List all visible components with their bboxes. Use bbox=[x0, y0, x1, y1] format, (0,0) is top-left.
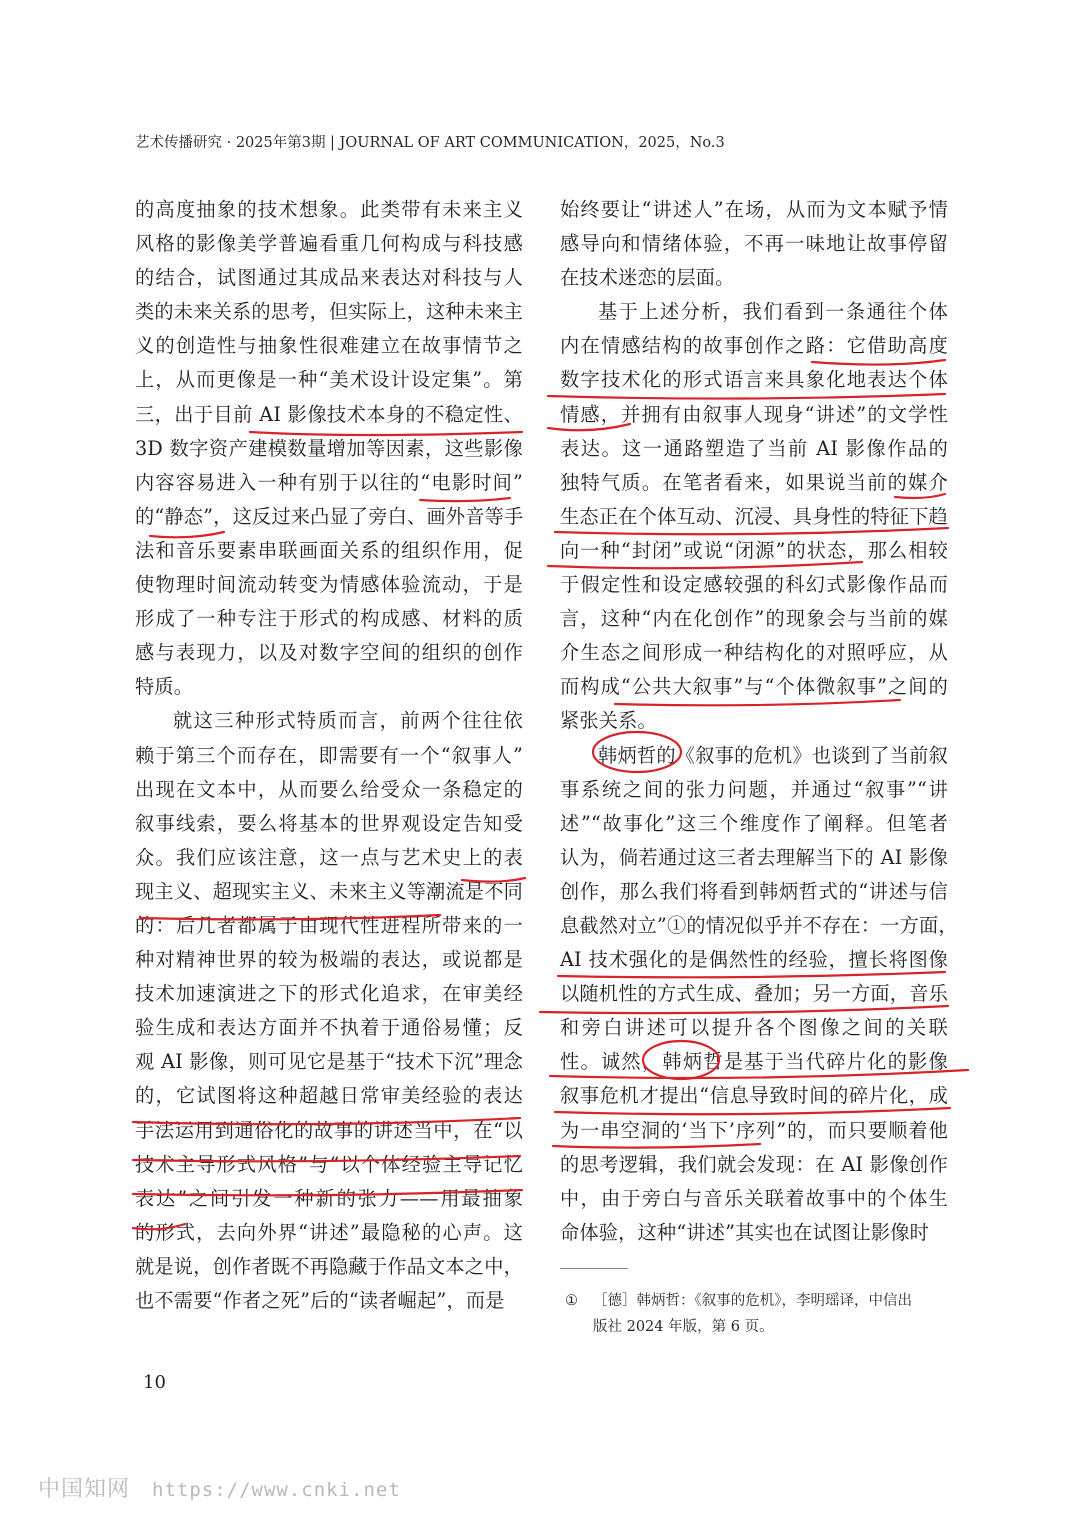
text-line: 介生态之间形成一种结构化的对照呼应，从 bbox=[560, 641, 948, 665]
text-line: 感导向和情绪体验，不再一味地让故事停留 bbox=[560, 232, 948, 256]
text-line: 也不需要“作者之死”后的“读者崛起”，而是 bbox=[135, 1289, 505, 1312]
text-line: 义的创造性与抽象性很难建立在故事情节之 bbox=[135, 334, 523, 358]
text-line: 事系统之间的张力问题，并通过“叙事”“讲 bbox=[560, 777, 948, 801]
text-line: 叙事危机才提出“信息导致时间的碎片化，成 bbox=[560, 1084, 948, 1108]
text-line: 叙事线索，要么将基本的世界观设定告知受 bbox=[135, 811, 523, 835]
text-line: 技术主导形式风格”与“以个体经验主导记忆 bbox=[135, 1152, 523, 1176]
text-line: 命体验，这种“讲述”其实也在试图让影像时 bbox=[560, 1220, 929, 1244]
text-line: 三，出于目前 AI 影像技术本身的不稳定性、 bbox=[135, 402, 523, 426]
text-line: AI 技术强化的是偶然性的经验，擅长将图像 bbox=[560, 948, 948, 972]
text-line: 于假定性和设定感较强的科幻式影像作品而 bbox=[560, 573, 948, 597]
footnote-rule bbox=[560, 1268, 628, 1269]
text-line: 赖于第三个而存在，即需要有一个“叙事人” bbox=[135, 743, 523, 767]
text-line: 的“静态”，这反过来凸显了旁白、画外音等手 bbox=[135, 504, 524, 528]
text-line: 就是说，创作者既不再隐藏于作品文本之中， bbox=[135, 1254, 523, 1278]
text-line: 特质。 bbox=[135, 675, 194, 699]
text-line: 为一串空洞的‘当下’序列”的，而只要顺着他 bbox=[560, 1118, 948, 1142]
text-line: 情感，并拥有由叙事人现身“讲述”的文学性 bbox=[560, 402, 948, 426]
text-line: 的形式，去向外界“讲述”最隐秘的心声。这 bbox=[135, 1220, 523, 1244]
text-line: 现主义、超现实主义、未来主义等潮流是不同 bbox=[135, 879, 523, 903]
text-line: 的高度抽象的技术想象。此类带有未来主义 bbox=[135, 198, 523, 221]
text-line: 3D 数字资产建模数量增加等因素，这些影像 bbox=[135, 436, 523, 460]
footnote-number: ① bbox=[565, 1293, 578, 1309]
watermark-url[interactable]: https://www.cnki.net bbox=[152, 1479, 401, 1501]
text-line: 的，它试图将这种超越日常审美经验的表达 bbox=[135, 1084, 523, 1108]
text-line: 风格的影像美学普遍看重几何构成与科技感 bbox=[135, 232, 523, 256]
cnki-watermark bbox=[38, 1472, 401, 1503]
text-line: 言，这种“内在化创作”的现象会与当前的媒 bbox=[560, 607, 948, 631]
text-line: 认为，倘若通过这三者去理解当下的 AI 影像 bbox=[560, 845, 948, 869]
text-line: 独特气质。在笔者看来，如果说当前的媒介 bbox=[560, 470, 948, 494]
text-line: 向一种“封闭”或说“闭源”的状态，那么相较 bbox=[560, 538, 948, 562]
text-line: 众。我们应该注意，这一点与艺术史上的表 bbox=[135, 845, 523, 869]
text-line: 使物理时间流动转变为情感体验流动，于是 bbox=[135, 573, 523, 597]
text-line: 种对精神世界的较为极端的表达，或说都是 bbox=[135, 948, 523, 972]
page-number: 10 bbox=[143, 1372, 166, 1393]
text-line: 感与表现力，以及对数字空间的组织的创作 bbox=[135, 641, 523, 665]
text-line: 韩炳哲的《叙事的危机》也谈到了当前叙 bbox=[598, 743, 948, 767]
text-line: 表达”之间引发一种新的张力——用最抽象 bbox=[135, 1186, 523, 1210]
text-line: 始终要让“讲述人”在场，从而为文本赋予情 bbox=[560, 198, 948, 221]
text-line: 出现在文本中，从而要么给受众一条稳定的 bbox=[135, 777, 523, 801]
text-line: 生态正在个体互动、沉浸、具身性的特征下趋 bbox=[560, 504, 948, 528]
footnote-line: ［德］韩炳哲：《叙事的危机》，李明瑶译，中信出 bbox=[593, 1293, 912, 1309]
text-line: 的结合，试图通过其成品来表达对科技与人 bbox=[135, 266, 523, 290]
text-line: 基于上述分析，我们看到一条通往个体 bbox=[598, 300, 948, 324]
running-header: 艺术传播研究 · 2025年第3期 | JOURNAL OF ART COMMUNICATION，2025，No.3 bbox=[135, 135, 725, 151]
text-line: 的思考逻辑，我们就会发现：在 AI 影像创作 bbox=[560, 1152, 948, 1176]
text-line: 的：后几者都属于由现代性进程所带来的一 bbox=[135, 913, 523, 937]
right-column bbox=[560, 193, 958, 1250]
left-column bbox=[135, 193, 523, 1318]
text-line: 和旁白讲述可以提升各个图像之间的关联 bbox=[560, 1016, 948, 1040]
text-line: 手法运用到通俗化的故事的讲述当中，在“以 bbox=[135, 1118, 523, 1142]
text-line: 性。诚然，韩炳哲是基于当代碎片化的影像 bbox=[560, 1050, 948, 1074]
text-line: 类的未来关系的思考，但实际上，这种未来主 bbox=[135, 300, 523, 324]
text-line: 验生成和表达方面并不执着于通俗易懂；反 bbox=[135, 1016, 523, 1040]
text-line: 观 AI 影像，则可见它是基于“技术下沉”理念 bbox=[135, 1050, 523, 1074]
text-line: 息截然对立”①的情况似乎并不存在：一方面， bbox=[560, 913, 958, 937]
text-line: 述”“故事化”这三个维度作了阐释。但笔者 bbox=[560, 811, 948, 835]
footnote-line: 版社 2024 年版，第 6 页。 bbox=[593, 1319, 774, 1335]
text-line: 就这三种形式特质而言，前两个往往依 bbox=[173, 709, 523, 733]
text-line: 技术加速演进之下的形式化追求，在审美经 bbox=[135, 982, 523, 1006]
text-line: 上，从而更像是一种“美术设计设定集”。第 bbox=[135, 368, 523, 392]
watermark-brand: 中国知网 bbox=[38, 1477, 131, 1502]
text-line: 法和音乐要素串联画面关系的组织作用，促 bbox=[135, 538, 523, 562]
text-line: 内在情感结构的故事创作之路：它借助高度 bbox=[560, 334, 948, 358]
text-line: 而构成“公共大叙事”与“个体微叙事”之间的 bbox=[560, 675, 948, 699]
text-line: 创作，那么我们将看到韩炳哲式的“讲述与信 bbox=[560, 879, 948, 903]
text-line: 数字技术化的形式语言来具象化地表达个体 bbox=[560, 368, 948, 392]
text-line: 在技术迷恋的层面。 bbox=[560, 266, 735, 290]
text-line: 内容容易进入一种有别于以往的“电影时间” bbox=[135, 470, 523, 494]
text-line: 以随机性的方式生成、叠加；另一方面，音乐 bbox=[560, 982, 948, 1006]
text-line: 中，由于旁白与音乐关联着故事中的个体生 bbox=[560, 1186, 948, 1210]
text-line: 表达。这一通路塑造了当前 AI 影像作品的 bbox=[560, 436, 948, 460]
footnote bbox=[565, 1288, 953, 1340]
text-line: 形成了一种专注于形式的构成感、材料的质 bbox=[135, 607, 523, 631]
text-line: 紧张关系。 bbox=[560, 709, 657, 733]
